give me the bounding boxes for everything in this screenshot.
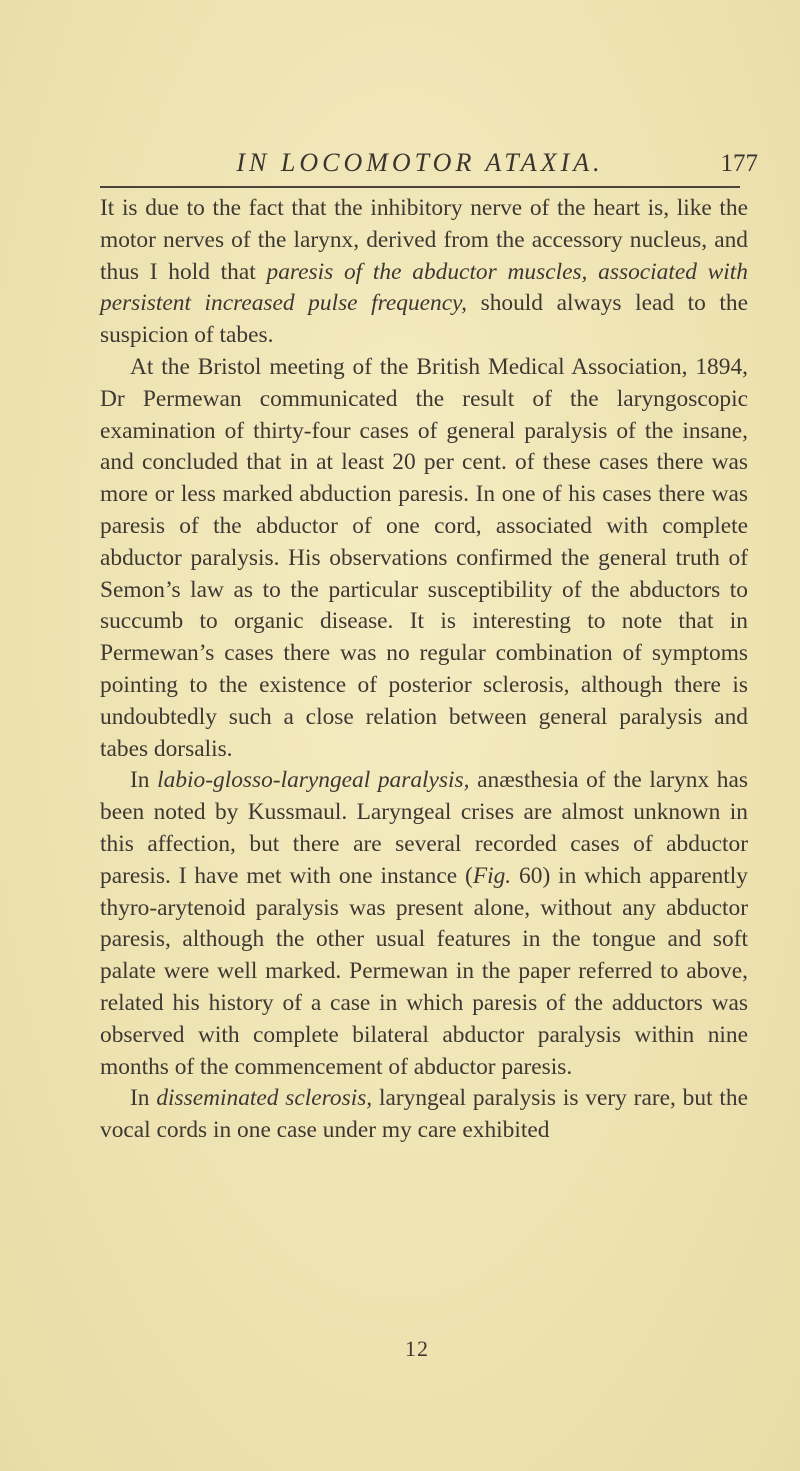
paragraph xyxy=(100,765,748,1083)
paragraph-text: In xyxy=(130,767,158,794)
page-number: 177 xyxy=(720,150,758,177)
paragraph-text: anæsthesia of the larynx has been noted by Kussmaul. Laryngeal crises are almost unknown in this affection, but there are several recorded cases of abductor paresis. I have met with one instance ( xyxy=(100,767,748,889)
paragraph-text: should always lead to the suspicion of tabes. xyxy=(100,290,748,349)
paragraph xyxy=(100,352,748,765)
running-title: IN LOCOMOTOR ATAXIA. xyxy=(236,148,604,177)
paragraph-italic-text: disseminated sclerosis, xyxy=(156,1085,373,1112)
paragraph-italic-text: paresis of the abductor muscles, associated with persistent increased pulse frequency, xyxy=(100,258,748,317)
paragraph-text: At the Bristol meeting of the British Medical Association, 1894, Dr Permewan communicated the result of the laryngoscopic examination of thirty-four cases of general paralysis of the insane, and concluded that in at least 20 per cent. of these cases there was more or less marked abduction paresis. In one of his cases there was paresis of the abductor of one cord, associated with complete abductor paralysis. His observations confirmed the general truth of Semon’s law as to the particular susceptibility of the abductors to succumb to organic disease. It is interesting to note that in Permewan’s cases there was no regular combination of symptoms pointing to the existence of posterior sclerosis, although there is undoubtedly such a close relation between general paralysis and tabes dorsalis. xyxy=(100,353,748,762)
paragraph-text: In xyxy=(130,1085,157,1112)
paragraph-italic-text: labio-glosso-laryngeal paralysis, xyxy=(157,767,470,794)
paragraph xyxy=(100,193,748,352)
body-text xyxy=(100,193,748,1147)
signature-mark: 12 xyxy=(405,1336,429,1361)
figure-reference: Fig. xyxy=(472,862,512,889)
paragraph-text: laryngeal paralysis is very rare, but the vocal cords in one case under my care exhibited xyxy=(100,1085,748,1144)
running-head xyxy=(100,148,758,188)
paragraph-text: It is due to the fact that the inhibitory nerve of the heart is, like the motor nerves of the larynx, derived from the accessory nucleus, and thus I hold that xyxy=(100,195,748,285)
header-rule xyxy=(100,186,740,188)
paragraph-text: 60) in which apparently thyro-arytenoid paralysis was present alone, without any abductor paresis, although the other usual features in the tongue and soft palate were well marked. Permewan in the paper referred to above, related his history of a case in which paresis of the adductors was observed with complete bilateral abductor paralysis within nine months of the commencement of abductor paresis. xyxy=(100,862,748,1080)
paragraph xyxy=(100,1083,748,1147)
